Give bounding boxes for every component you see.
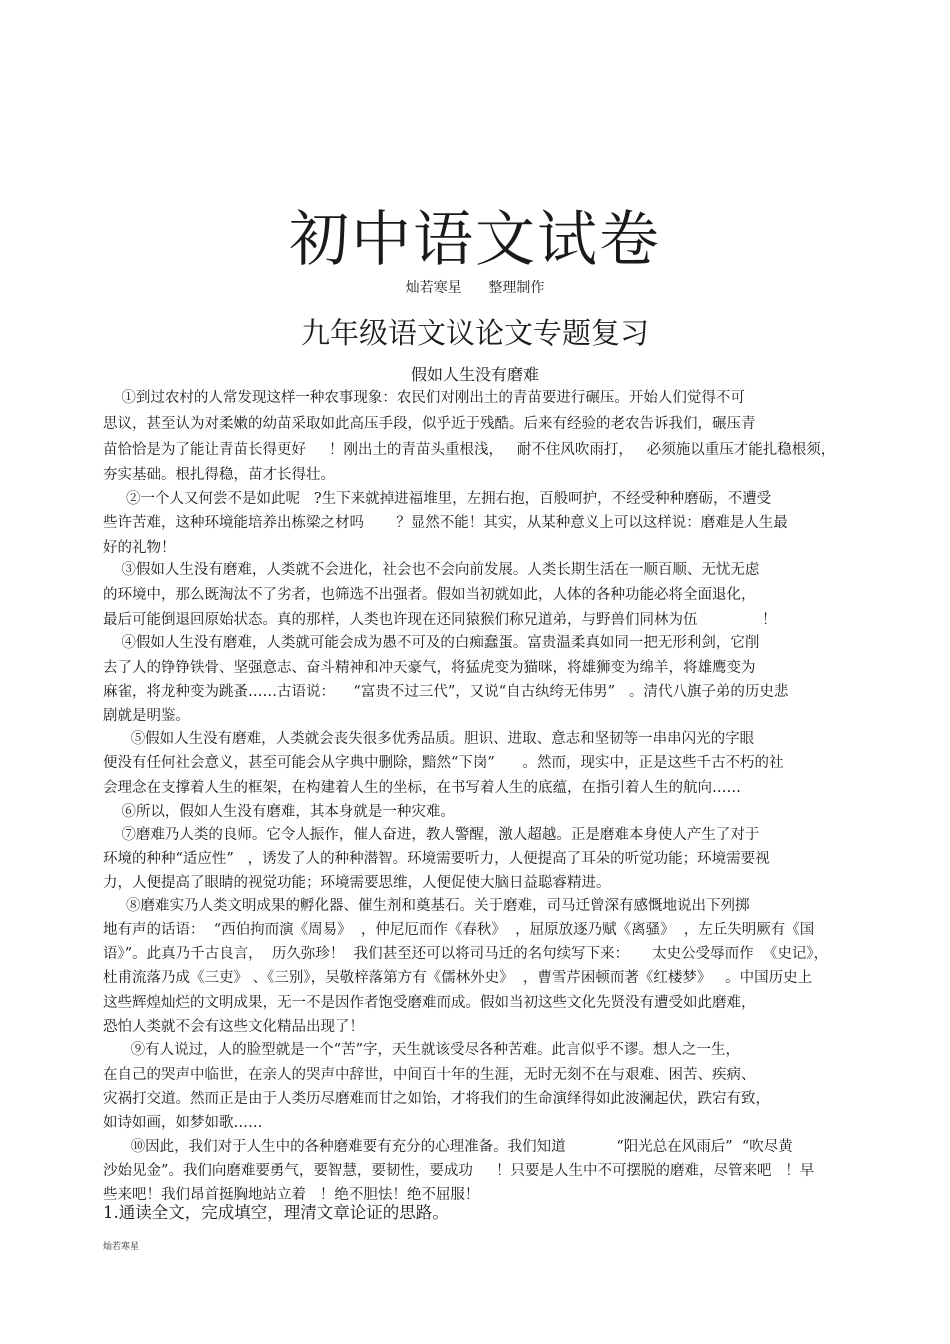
essay-line: 如诗如画，如梦如歌…… [103, 1115, 263, 1131]
essay-line: 好的礼物！ [103, 540, 176, 556]
essay-line: 这些辉煌灿烂的文明成果，无一不是因作者饱受磨难而成。假如当初这些文化先贤没有遭受如此磨难， [103, 995, 756, 1011]
essay-line: 会理念在支撑着人生的框架，在构建着人生的坐标，在书写着人生的底蕴，在指引着人生的航向…… [103, 780, 741, 796]
essay-line: ②一个人又何尝不是如此呢 ?生下来就掉进福堆里，左拥右抱，百般呵护，不经受种种磨砺，不遭受 [103, 491, 772, 507]
document-subtitle: 灿若寒星 整理制作 [405, 280, 545, 296]
essay-line: ③假如人生没有磨难，人类就不会进化，社会也不会向前发展。人类长期生活在一顺百顺、无忧无虑 [103, 562, 760, 578]
essay-line: 些许苦难，这种环境能培养出栋梁之材吗 ？显然不能！其实，从某种意义上可以这样说：磨难是人生最 [103, 515, 788, 531]
essay-line: 去了人的铮铮铁骨、坚强意志、奋斗精神和冲天豪气，将猛虎变为猫咪，将雄狮变为绵羊，将雄鹰变为 [103, 660, 756, 676]
essay-line: 在自己的哭声中临世，在亲人的哭声中辞世，中间百十年的生涯，无时无刻不在与艰难、困苦、疾病、 [103, 1067, 756, 1083]
page-footer: 灿若寒星 [103, 1242, 140, 1252]
essay-line: 灾祸打交道。然而正是由于人类历尽磨难而甘之如饴，才将我们的生命演绎得如此波澜起伏，跌宕有致， [103, 1091, 770, 1107]
essay-title: 假如人生没有磨难 [410, 365, 539, 384]
essay-line: 恐怕人类就不会有这些文化精品出现了！ [103, 1019, 364, 1035]
essay-line: ⑤假如人生没有磨难，人类就会丧失很多优秀品质。胆识、进取、意志和坚韧等一串串闪光的字眼 [103, 731, 755, 747]
essay-line: ⑩因此，我们对于人生中的各种磨难要有充分的心理准备。我们知道 “阳光总在风雨后” “吹尽黄 [103, 1139, 793, 1155]
essay-line: 麻雀，将龙种变为跳蚤……古语说： “富贵不过三代”，又说“自古纨绔无伟男” 。清代八旗子弟的历史悲 [103, 684, 789, 700]
essay-line: 沙始见金”。我们向磨难要勇气，要智慧，要韧性，要成功 ！只要是人生中不可摆脱的磨难，尽管来吧 ！早 [103, 1163, 815, 1179]
essay-line: ⑥所以，假如人生没有磨难，其本身就是一种灾难。 [103, 804, 455, 820]
essay-line: ⑧磨难实乃人类文明成果的孵化器、催生剂和奠基石。关于磨难，司马迁曾深有感慨地说出下列掷 [103, 898, 750, 914]
essay-line: 环境的种种“适应性” ，诱发了人的种种潜智。环境需要听力，人便提高了耳朵的听觉功能；环境需要视 [103, 851, 770, 867]
essay-line: 思议，甚至认为对柔嫩的幼苗采取如此高压手段，似乎近于残酷。后来有经验的老农告诉我们，碾压青 [103, 416, 756, 432]
essay-line: 杜甫流落乃成《三吏》 、《三别》，吴敬梓落第方有《儒林外史》 ，曹雪芹困顿而著《红楼梦》 。中国历史上 [103, 970, 813, 986]
essay-line: 力，人便提高了眼睛的视觉功能；环境需要思维，人便促使大脑日益聪睿精进。 [103, 875, 611, 891]
essay-line: 夯实基础。根扎得稳，苗才长得壮。 [103, 467, 335, 483]
essay-line: ①到过农村的人常发现这样一种农事现象：农民们对刚出土的青苗要进行碾压。开始人们觉得不可 [103, 390, 745, 406]
essay-line: 苗恰恰是为了能让青苗长得更好 ！刚出土的青苗头重根浅， 耐不住风吹雨打， 必须施以重压才能扎稳根须， [103, 442, 836, 458]
essay-line: 最后可能倒退回原始状态。真的那样，人类也许现在还同猿猴们称兄道弟，与野兽们同林为伍 ！ [103, 612, 777, 628]
essay-line: 些来吧！我们昂首挺胸地站立着 ！绝不胆怯！绝不屈服！ [103, 1187, 480, 1203]
essay-line: 便没有任何社会意义，甚至可能会从字典中删除，黯然“下岗” 。然而，现实中，正是这些千古不朽的社 [103, 755, 784, 771]
essay-line: 语》”。此真乃千古良言， 历久弥珍！ 我们甚至还可以将司马迁的名句续写下来： 太史公受辱而作 《史记》， [103, 946, 829, 962]
section-heading: 九年级语文议论文专题复习 [300, 316, 649, 350]
essay-line: ⑨有人说过，人的脸型就是一个“苦”字，天生就该受尽各种苦难。此言似乎不谬。想人之一生， [103, 1042, 740, 1058]
essay-line: ⑦磨难乃人类的良师。它令人振作，催人奋进，教人警醒，激人超越。正是磨难本身使人产生了对于 [103, 827, 760, 843]
essay-line: 的环境中，那么既淘汰不了劣者，也筛选不出强者。假如当初就如此，人体的各种功能必将全面退化， [103, 587, 756, 603]
document-title: 初中语文试卷 [289, 205, 661, 275]
essay-line: 地有声的话语： “西伯拘而演《周易》 ，仲尼厄而作《春秋》 ，屈原放逐乃赋《离骚》 ，左丘失明厥有《国 [103, 922, 815, 938]
question-1: 1.通读全文，完成填空，理清文章论证的思路。 [103, 1203, 449, 1222]
essay-line: ④假如人生没有磨难，人类就可能会成为愚不可及的白痴蠢蛋。富贵温柔真如同一把无形利剑，它削 [103, 635, 760, 651]
essay-line: 剧就是明鉴。 [103, 708, 190, 724]
